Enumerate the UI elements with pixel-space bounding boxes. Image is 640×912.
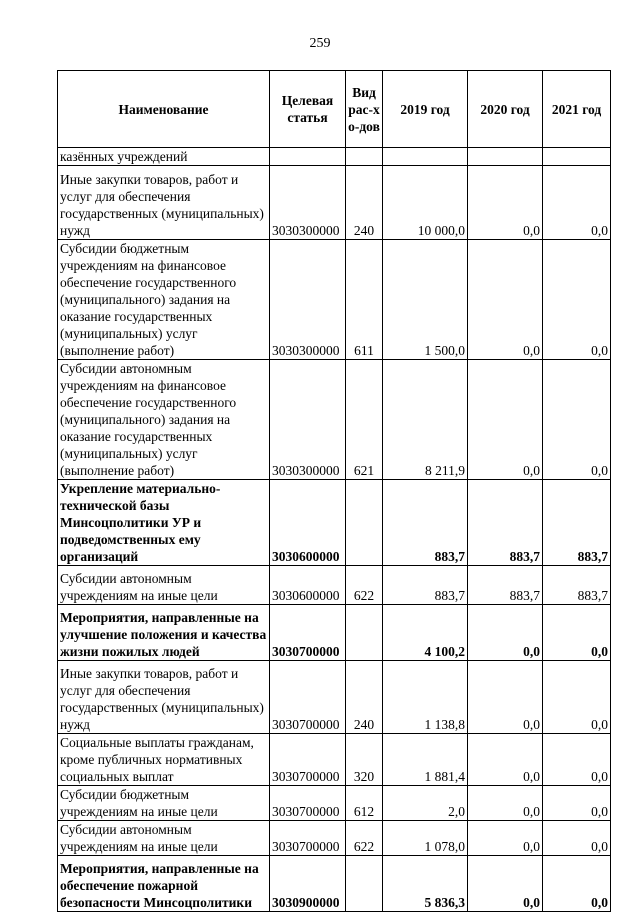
row-code-cell: 3030700000 <box>270 821 346 856</box>
table-row <box>58 360 611 480</box>
row-2019-cell: 4 100,2 <box>383 605 468 661</box>
row-2019-cell: 1 500,0 <box>383 240 468 360</box>
row-code-cell: 3030600000 <box>270 566 346 605</box>
row-name-cell: Укрепление материально-технической базы Минсоцполитики УР и подведомственных ему организаций <box>58 480 270 566</box>
header-2019: 2019 год <box>383 71 468 148</box>
table-row <box>58 734 611 786</box>
table-row <box>58 148 611 166</box>
header-kind: Вид рас-хо-дов <box>346 71 383 148</box>
row-kind-cell: 320 <box>346 734 383 786</box>
row-code-cell: 3030900000 <box>270 856 346 912</box>
row-name-cell: Мероприятия, направленные на улучшение положения и качества жизни пожилых людей <box>58 605 270 661</box>
row-2020-cell: 0,0 <box>468 821 543 856</box>
row-2021-cell: 883,7 <box>543 566 611 605</box>
table-row <box>58 480 611 566</box>
row-2021-cell: 0,0 <box>543 734 611 786</box>
table-header-row <box>58 71 611 148</box>
row-code-cell: 3030600000 <box>270 480 346 566</box>
row-2021-cell <box>543 148 611 166</box>
row-code-cell: 3030700000 <box>270 734 346 786</box>
table-row <box>58 240 611 360</box>
page-number: 259 <box>309 36 331 51</box>
table-row <box>58 821 611 856</box>
row-name-cell: Мероприятия, направленные на обеспечение пожарной безопасности Минсоцполитики <box>58 856 270 912</box>
row-2021-cell: 0,0 <box>543 240 611 360</box>
row-kind-cell: 621 <box>346 360 383 480</box>
row-kind-cell <box>346 480 383 566</box>
row-2019-cell: 1 138,8 <box>383 661 468 734</box>
row-2020-cell: 0,0 <box>468 856 543 912</box>
row-kind-cell: 622 <box>346 821 383 856</box>
row-name-cell: Социальные выплаты гражданам, кроме публичных нормативных социальных выплат <box>58 734 270 786</box>
row-2020-cell: 883,7 <box>468 566 543 605</box>
row-2019-cell <box>383 148 468 166</box>
row-name-cell: Иные закупки товаров, работ и услуг для обеспечения государственных (муниципальных) нужд <box>58 166 270 240</box>
row-2020-cell <box>468 148 543 166</box>
row-2021-cell: 0,0 <box>543 786 611 821</box>
table-row <box>58 166 611 240</box>
row-name-cell: Субсидии бюджетным учреждениям на финансовое обеспечение государственного (муниципального) задания на оказание государственных (муниципальных) услуг (выполнение работ) <box>58 240 270 360</box>
row-kind-cell: 612 <box>346 786 383 821</box>
row-name-cell: Субсидии автономным учреждениям на финансовое обеспечение государственного (муниципального) задания на оказание государственных (муниципальных) услуг (выполнение работ) <box>58 360 270 480</box>
row-code-cell: 3030300000 <box>270 166 346 240</box>
row-2019-cell: 5 836,3 <box>383 856 468 912</box>
row-kind-cell <box>346 856 383 912</box>
row-name-cell: Субсидии бюджетным учреждениям на иные цели <box>58 786 270 821</box>
row-2020-cell: 0,0 <box>468 166 543 240</box>
row-code-cell: 3030700000 <box>270 605 346 661</box>
row-2019-cell: 8 211,9 <box>383 360 468 480</box>
row-kind-cell: 240 <box>346 661 383 734</box>
row-kind-cell <box>346 605 383 661</box>
row-2020-cell: 0,0 <box>468 661 543 734</box>
row-2020-cell: 0,0 <box>468 605 543 661</box>
row-2020-cell: 0,0 <box>468 734 543 786</box>
table-row <box>58 566 611 605</box>
row-name-cell: Субсидии автономным учреждениям на иные цели <box>58 566 270 605</box>
row-code-cell: 3030700000 <box>270 661 346 734</box>
row-code-cell: 3030300000 <box>270 240 346 360</box>
row-code-cell: 3030300000 <box>270 360 346 480</box>
row-2019-cell: 1 078,0 <box>383 821 468 856</box>
header-name: Наименование <box>58 71 270 148</box>
row-2019-cell: 10 000,0 <box>383 166 468 240</box>
row-2019-cell: 883,7 <box>383 480 468 566</box>
row-2021-cell: 0,0 <box>543 856 611 912</box>
row-2021-cell: 0,0 <box>543 605 611 661</box>
row-2020-cell: 883,7 <box>468 480 543 566</box>
table-body <box>58 148 611 912</box>
row-2020-cell: 0,0 <box>468 786 543 821</box>
row-2021-cell: 883,7 <box>543 480 611 566</box>
row-kind-cell: 622 <box>346 566 383 605</box>
table-row <box>58 605 611 661</box>
row-code-cell: 3030700000 <box>270 786 346 821</box>
row-2019-cell: 1 881,4 <box>383 734 468 786</box>
row-kind-cell: 240 <box>346 166 383 240</box>
row-code-cell <box>270 148 346 166</box>
row-kind-cell <box>346 148 383 166</box>
row-kind-cell: 611 <box>346 240 383 360</box>
table-row <box>58 856 611 912</box>
header-2020: 2020 год <box>468 71 543 148</box>
header-code: Целевая статья <box>270 71 346 148</box>
budget-table <box>57 70 611 912</box>
row-2021-cell: 0,0 <box>543 661 611 734</box>
row-2019-cell: 883,7 <box>383 566 468 605</box>
row-2020-cell: 0,0 <box>468 360 543 480</box>
row-name-cell: Иные закупки товаров, работ и услуг для обеспечения государственных (муниципальных) нужд <box>58 661 270 734</box>
row-2019-cell: 2,0 <box>383 786 468 821</box>
row-name-cell: Субсидии автономным учреждениям на иные цели <box>58 821 270 856</box>
row-name-cell: казённых учреждений <box>58 148 270 166</box>
row-2021-cell: 0,0 <box>543 166 611 240</box>
table-row <box>58 786 611 821</box>
table-row <box>58 661 611 734</box>
header-2021: 2021 год <box>543 71 611 148</box>
row-2021-cell: 0,0 <box>543 360 611 480</box>
row-2021-cell: 0,0 <box>543 821 611 856</box>
row-2020-cell: 0,0 <box>468 240 543 360</box>
